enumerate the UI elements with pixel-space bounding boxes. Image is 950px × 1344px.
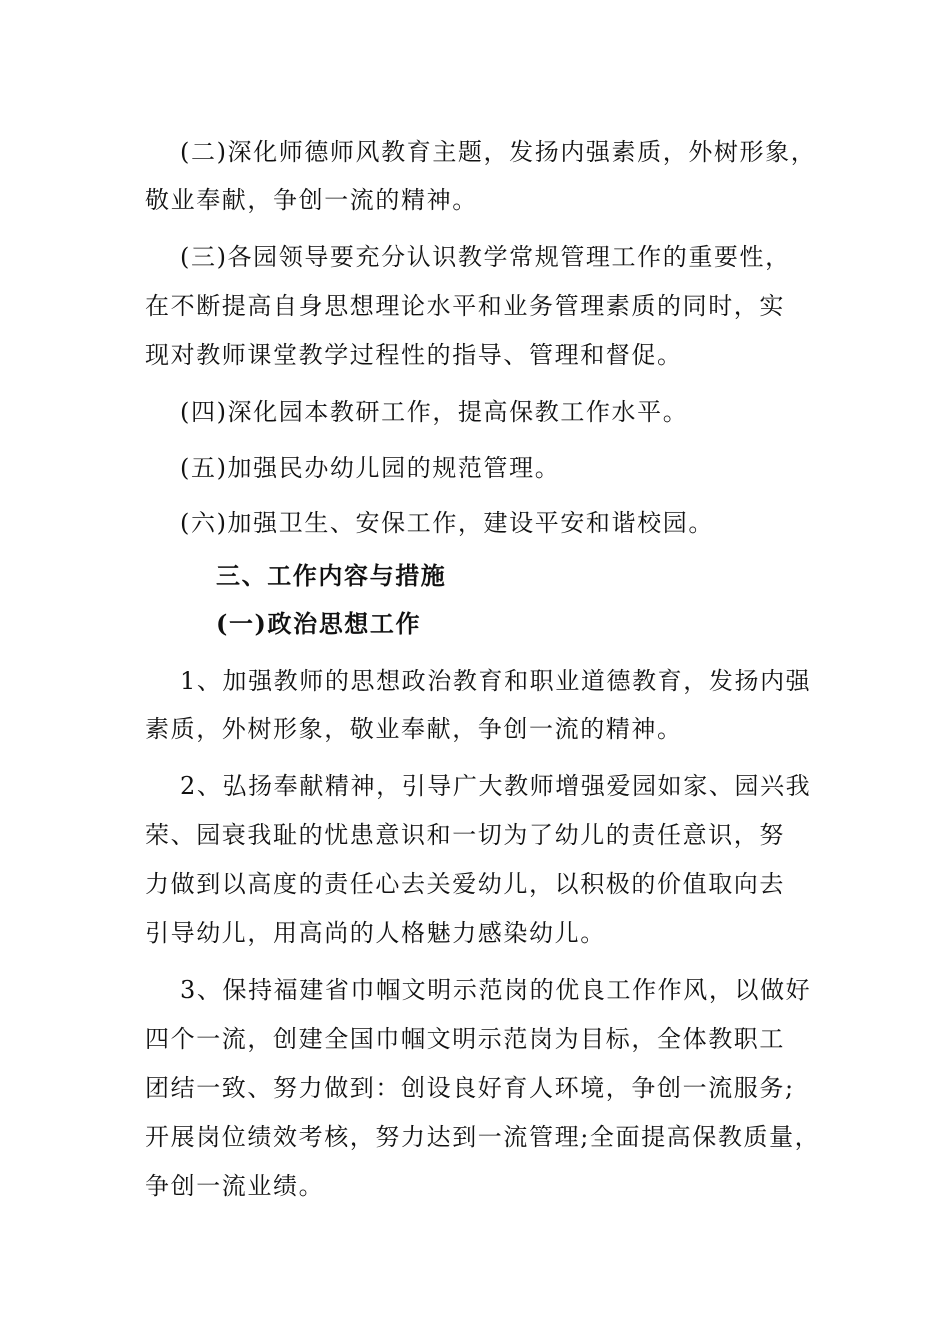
- paragraph-item-3-line-2: 在不断提高自身思想理论水平和业务管理素质的同时，实: [145, 292, 785, 320]
- paragraph-point-3-line-1: 3、保持福建省巾帼文明示范岗的优良工作作风，以做好: [180, 976, 812, 1004]
- paragraph-item-2-line-2: 敬业奉献，争创一流的精神。: [145, 186, 478, 214]
- paragraph-point-3-line-4: 开展岗位绩效考核，努力达到一流管理;全面提高保教质量，: [145, 1123, 821, 1151]
- paragraph-point-2-line-3: 力做到以高度的责任心去关爱幼儿，以积极的价值取向去: [145, 870, 785, 898]
- paragraph-point-3-line-2: 四个一流，创建全国巾帼文明示范岗为目标，全体教职工: [145, 1025, 785, 1053]
- paragraph-item-3-line-1: (三)各园领导要充分认识教学常规管理工作的重要性，: [180, 243, 791, 271]
- paragraph-item-6-line-1: (六)加强卫生、安保工作，建设平安和谐校园。: [180, 509, 714, 537]
- paragraph-item-5-line-1: (五)加强民办幼儿园的规范管理。: [180, 454, 561, 482]
- section-heading: 三、工作内容与措施: [216, 561, 447, 590]
- paragraph-point-3-line-3: 团结一致、努力做到：创设良好育人环境，争创一流服务;: [145, 1074, 795, 1102]
- paragraph-point-2-line-1: 2、弘扬奉献精神，引导广大教师增强爱园如家、园兴我: [180, 772, 812, 800]
- paragraph-point-1-line-2: 素质，外树形象，敬业奉献，争创一流的精神。: [145, 715, 683, 743]
- subsection-heading: (一)政治思想工作: [216, 609, 422, 638]
- paragraph-item-4-line-1: (四)深化园本教研工作，提高保教工作水平。: [180, 398, 689, 426]
- paragraph-point-2-line-2: 荣、园衰我耻的忧患意识和一切为了幼儿的责任意识，努: [145, 821, 785, 849]
- paragraph-point-3-line-5: 争创一流业绩。: [145, 1172, 325, 1200]
- paragraph-item-2-line-1: (二)深化师德师风教育主题，发扬内强素质，外树形象，: [180, 138, 817, 166]
- paragraph-point-1-line-1: 1、加强教师的思想政治教育和职业道德教育，发扬内强: [180, 667, 812, 695]
- paragraph-point-2-line-4: 引导幼儿，用高尚的人格魅力感染幼儿。: [145, 919, 606, 947]
- paragraph-item-3-line-3: 现对教师课堂教学过程性的指导、管理和督促。: [145, 341, 683, 369]
